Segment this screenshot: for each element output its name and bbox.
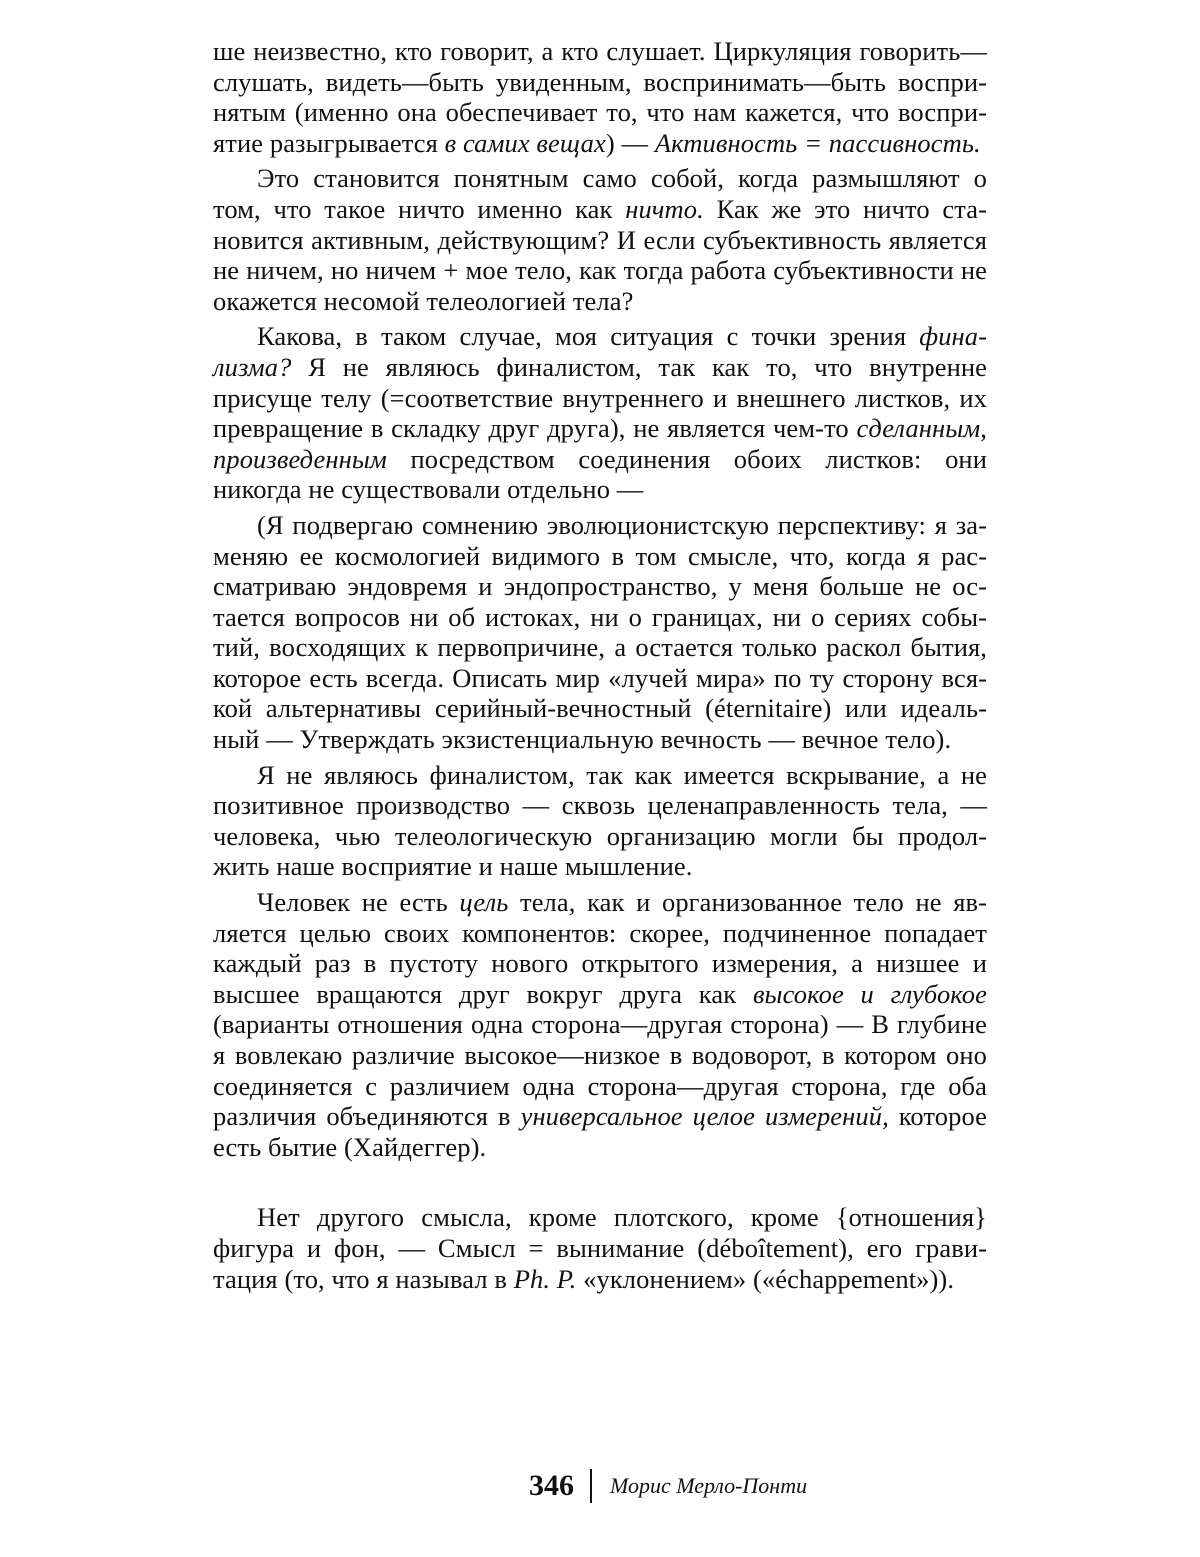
paragraph — [213, 321, 987, 505]
text-run: ше неизвестно, кто говорит, а кто слушает. Циркуляция говорить—слушать, видеть—быть увиденным, воспринимать—быть воспринятым (именно она обеспечивает то, что нам кажется, что восприятие разыгрывается — [213, 36, 987, 158]
text-run: Человек не есть — [257, 887, 460, 918]
italic-text: цель — [459, 887, 509, 918]
text-run: (варианты отношения одна сторона—другая сторона) — В глубине я вовлекаю различие высокое—низкое в водоворот, в котором оно соединяется с различием одна сторона—другая сторона, где оба различия объединяются в — [213, 1009, 987, 1132]
text-run: Нет другого смысла, кроме плотского, кроме {отношения} фигура и фон, — Смысл = вынимание (déboîtement), его гравитация (то, что я называл в — [213, 1202, 987, 1294]
page-body — [213, 36, 987, 1294]
running-author: Морис Мерло-Понти — [610, 1473, 808, 1498]
italic-text: финализма? — [213, 321, 987, 382]
paragraph — [213, 1202, 987, 1294]
text-run: Какова, в таком случае, моя ситуация с точки зрения — [257, 321, 920, 352]
italic-text: универсальное целое измерений, — [520, 1101, 889, 1132]
text-run: ) — — [605, 127, 655, 158]
page-footer — [529, 1469, 807, 1503]
text-run: Как же это ничто становится активным, действующим? И если субъективность является не ничем, но ничем + мое тело, как тогда работа субъективности не окажется несомой телеологией тела? — [213, 193, 987, 316]
text-run: Я не являюсь финалистом, так как имеется вскрывание, а не позитивное производство — сквозь целенаправленность тела, — человека, чью телеологическую организацию могли бы продолжить наше восприятие и наше мышление. — [213, 759, 987, 882]
page-number: 346 — [529, 1469, 574, 1502]
paragraph — [213, 887, 987, 1162]
italic-text: высокое и глубокое — [752, 978, 987, 1009]
italic-text: сделанным, произведенным — [213, 413, 987, 474]
italic-text: Ph. P. — [513, 1263, 577, 1294]
paragraph — [213, 510, 987, 755]
text-run: которое есть бытие (Хайдеггер). — [213, 1101, 987, 1162]
italic-text: ничто. — [625, 193, 704, 224]
paragraph — [213, 760, 987, 882]
text-run: посредством соединения обоих листков: они никогда не существовали отдельно — — [213, 443, 987, 505]
italic-text: Активность = пассивность. — [654, 127, 981, 158]
text-run: Это становится понятным само собой, когда размышляют о том, что такое ничто именно как — [213, 163, 987, 224]
paragraph — [213, 163, 987, 316]
footer-separator — [590, 1469, 592, 1503]
paragraph — [213, 36, 987, 158]
text-run: Я не являюсь финалистом, так как то, что внутренне присуще телу (=соответствие внутреннего и внешнего листков, их превращение в складку друг друга), не является чем-то — [213, 351, 987, 444]
text-run: тела, как и организованное тело не является целью своих компонентов: скорее, подчиненное попадает каждый раз в пустоту нового открытого измерения, а низшее и высшее вращаются друг вокруг друга как — [213, 887, 987, 1009]
italic-text: в самих вещах — [444, 127, 606, 158]
text-run: (Я подвергаю сомнению эволюционистскую перспективу: я заменяю ее космологией видимого в том смысле, что, когда я рассматриваю эндовремя и эндопространство, у меня больше не остается вопросов ни об истоках, ни о границах, ни о сериях событий, восходящих к первопричине, а остается только раскол бытия, которое есть всегда. Описать мир «лучей мира» по ту сторону всякой альтернативы серийный-вечностный (éternitaire) или идеальный — Утверждать экзистенциальную вечность — вечное тело). — [213, 509, 987, 755]
text-run: «уклонением» («échappement»)). — [576, 1263, 955, 1294]
